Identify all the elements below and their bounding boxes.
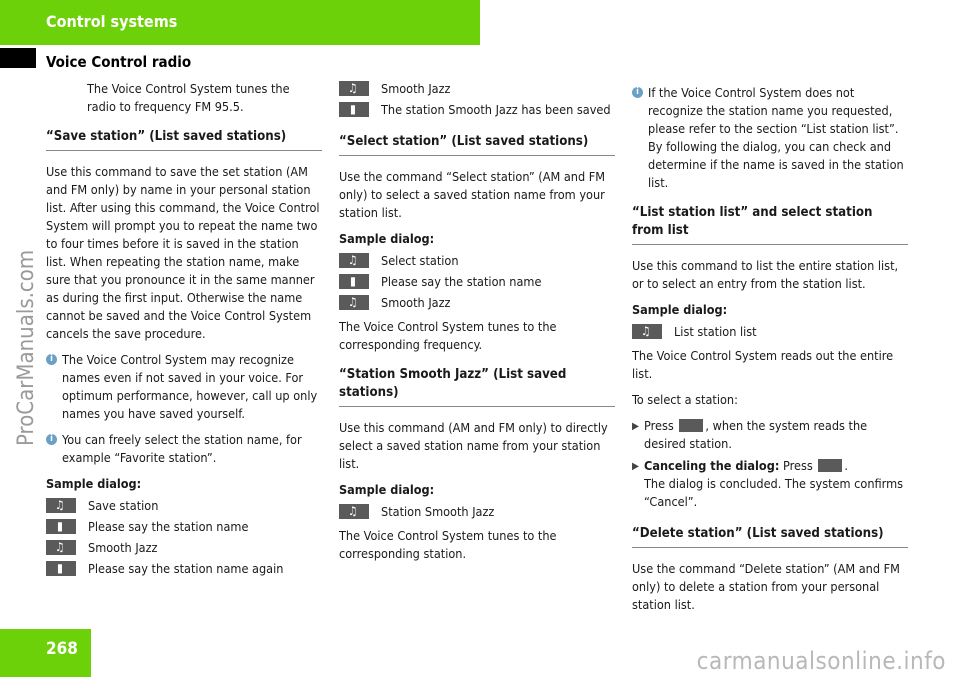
dialog-text: Station Smooth Jazz	[381, 504, 495, 519]
info-icon: i	[632, 87, 643, 98]
heading-delete-station: “Delete station” (List saved stations)	[632, 526, 884, 541]
dialog-line	[339, 503, 615, 521]
speak-icon	[46, 498, 76, 513]
speak-icon	[46, 540, 76, 555]
page-number-box	[0, 629, 91, 677]
dialog-line	[46, 539, 322, 557]
divider	[632, 244, 908, 245]
divider	[632, 547, 908, 548]
info-icon: i	[46, 434, 57, 445]
speak-icon	[339, 81, 369, 96]
dialog-text: Select station	[381, 253, 459, 268]
sample-dialog-label: Sample dialog:	[46, 476, 142, 491]
arrow-icon: ▶	[632, 461, 639, 472]
station-result-text: The Voice Control System tunes to the corresponding station.	[339, 528, 557, 561]
instruction-step	[632, 457, 908, 511]
dialog-text: List station list	[674, 324, 757, 339]
dialog-text: Please say the station name	[88, 519, 249, 534]
info-note	[46, 431, 322, 467]
sample-dialog-label: Sample dialog:	[339, 482, 435, 497]
save-station-description: Use this command to save the set station (AM and FM only) by name in your personal station list. After using this command, the Voice Control System will prompt you to repeat the name two to four times before it is saved in the station list. When repeating the station name, make sure that you pronounce it in the same manner as during the first input. Otherwise the name cannot be saved and the Voice Control System cancels the save procedure.	[46, 164, 320, 341]
dialog-text: Smooth Jazz	[381, 81, 451, 96]
divider	[46, 150, 322, 151]
info-note	[46, 351, 322, 423]
dialog-text: Smooth Jazz	[381, 295, 451, 310]
note-text: If the Voice Control System does not recognize the station name you requested, please refer to the section “List station list”. By following the dialog, you can check and determine if the name is saved in the station list.	[648, 85, 904, 190]
select-station-description: Use the command “Select station” (AM and FM only) to select a saved station name from your station list.	[339, 169, 606, 220]
dialog-text: Save station	[88, 498, 159, 513]
dialog-text: Please say the station name again	[88, 561, 284, 576]
column-2	[339, 80, 615, 571]
section-tab-marker	[0, 48, 36, 68]
header-bar	[0, 0, 480, 45]
arrow-icon: ▶	[632, 421, 639, 432]
dialog-text: Please say the station name	[381, 274, 542, 289]
dialog-text: The station Smooth Jazz has been saved	[381, 102, 611, 117]
speak-icon	[339, 253, 369, 268]
system-response-icon	[339, 102, 369, 117]
delete-station-description: Use the command “Delete station” (AM and FM only) to delete a station from your personal station list.	[632, 561, 900, 612]
speak-icon	[339, 504, 369, 519]
list-result-text: The Voice Control System reads out the entire list.	[632, 348, 894, 381]
step-text: Press , when the system reads the desired station.	[644, 418, 868, 451]
divider	[339, 406, 615, 407]
sample-dialog-label: Sample dialog:	[632, 302, 728, 317]
dialog-line	[46, 560, 322, 578]
dialog-line	[339, 101, 615, 119]
intro-text: The Voice Control System tunes the radio to frequency FM 95.5.	[87, 81, 290, 114]
info-note	[632, 84, 908, 192]
list-station-description: Use this command to list the entire station list, or to select an entry from the station list.	[632, 258, 899, 291]
dialog-line	[339, 252, 615, 270]
sample-dialog-label: Sample dialog:	[339, 231, 435, 246]
system-response-icon	[339, 274, 369, 289]
dialog-line	[46, 497, 322, 515]
dialog-line	[339, 273, 615, 291]
dialog-line	[339, 294, 615, 312]
page-number: 268	[46, 639, 78, 659]
heading-select-station: “Select station” (List saved stations)	[339, 134, 589, 149]
page-subtitle: Voice Control radio	[46, 53, 192, 71]
speak-icon	[632, 324, 662, 339]
heading-station-smooth-jazz: “Station Smooth Jazz” (List saved stations)	[339, 367, 567, 400]
dialog-line	[46, 518, 322, 536]
column-1	[46, 80, 322, 581]
back-button-icon	[818, 459, 842, 472]
column-3	[632, 84, 908, 622]
divider	[339, 155, 615, 156]
footer-watermark: carmanualsonline.info	[696, 647, 946, 675]
dialog-line	[339, 80, 615, 98]
watermark: ProCarManuals.com	[14, 249, 39, 446]
system-response-icon	[46, 519, 76, 534]
heading-list-station-list: “List station list” and select station from list	[632, 205, 873, 238]
note-text: You can freely select the station name, for example “Favorite station”.	[62, 432, 302, 465]
instruction-step	[632, 417, 908, 453]
select-instructions-label: To select a station:	[632, 392, 738, 407]
station-command-description: Use this command (AM and FM only) to directly select a saved station name from your station list.	[339, 420, 608, 471]
speak-icon	[339, 295, 369, 310]
heading-save-station: “Save station” (List saved stations)	[46, 129, 287, 144]
talk-button-icon	[679, 419, 703, 432]
select-result-text: The Voice Control System tunes to the corresponding frequency.	[339, 319, 557, 352]
dialog-line	[632, 323, 908, 341]
step-text: Canceling the dialog: Press . The dialog is concluded. The system confirms “Cancel”.	[644, 458, 904, 509]
note-text: The Voice Control System may recognize names even if not saved in your voice. For optimum performance, however, call up only names you have saved yourself.	[62, 352, 318, 421]
dialog-text: Smooth Jazz	[88, 540, 158, 555]
system-response-icon	[46, 561, 76, 576]
section-title: Control systems	[46, 12, 178, 31]
info-icon: i	[46, 354, 57, 365]
